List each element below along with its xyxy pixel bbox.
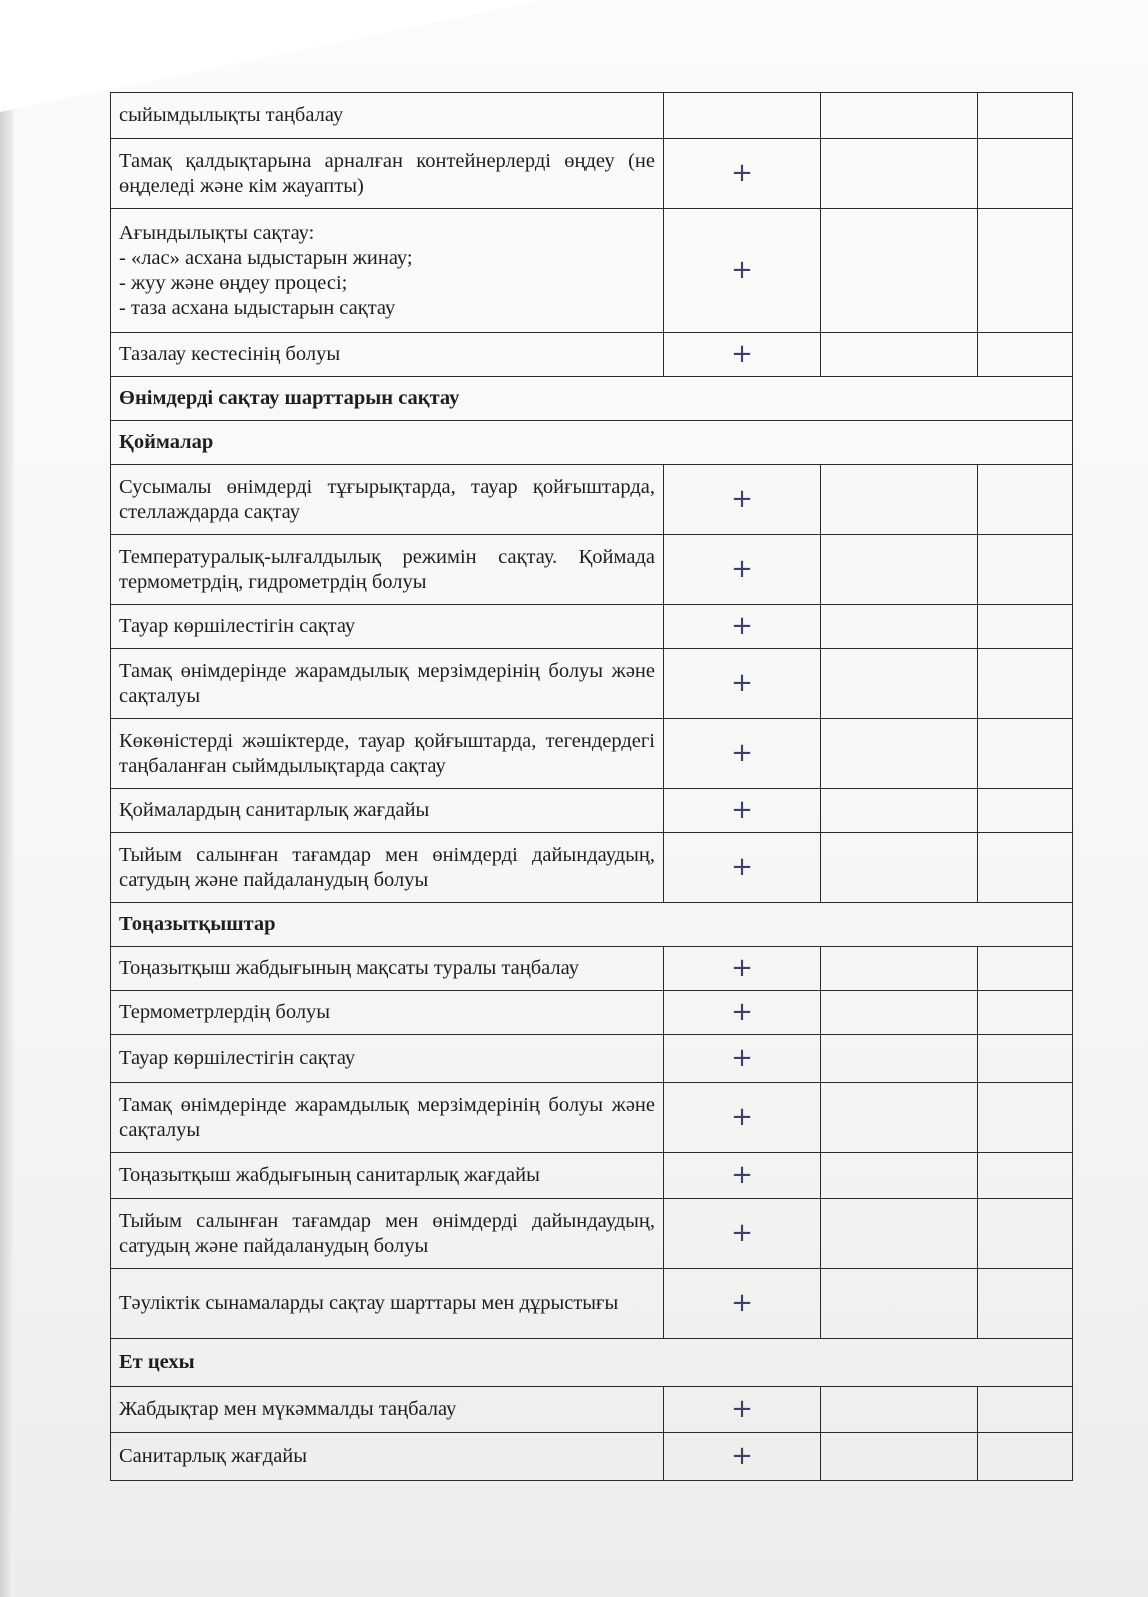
table-row (111, 93, 1073, 139)
blank-cell (821, 1153, 978, 1199)
table-row (111, 991, 1073, 1035)
blank-cell (978, 991, 1073, 1035)
blank-cell (978, 1035, 1073, 1083)
blank-cell (821, 719, 978, 789)
blank-cell (821, 535, 978, 605)
compliance-mark: + (664, 209, 821, 333)
table-row (111, 1153, 1073, 1199)
blank-cell (978, 139, 1073, 209)
blank-cell (821, 1387, 978, 1433)
blank-cell (821, 209, 978, 333)
blank-cell (821, 1433, 978, 1481)
table-row (111, 1269, 1073, 1339)
criterion-label: Сусымалы өнімдерді тұғырықтарда, тауар қойғыштарда, стеллаждарда сақтау (111, 465, 664, 535)
blank-cell (978, 1153, 1073, 1199)
criterion-label: Температуралық-ылғалдылық режимін сақтау. Қоймада термометрдің, гидрометрдің болуы (111, 535, 664, 605)
blank-cell (978, 649, 1073, 719)
blank-cell (978, 947, 1073, 991)
blank-cell (821, 465, 978, 535)
table-row (111, 333, 1073, 377)
compliance-mark: + (664, 649, 821, 719)
blank-cell (978, 1269, 1073, 1339)
blank-cell (821, 605, 978, 649)
criterion-label: Тамақ өнімдерінде жарамдылық мерзімдерінің болуы және сақталуы (111, 649, 664, 719)
criterion-label: Тәуліктік сынамаларды сақтау шарттары мен дұрыстығы (111, 1269, 664, 1339)
blank-cell (978, 719, 1073, 789)
compliance-mark: + (664, 719, 821, 789)
compliance-mark: + (664, 1433, 821, 1481)
criterion-label: Жабдықтар мен мүкәммалды таңбалау (111, 1387, 664, 1433)
compliance-mark: + (664, 465, 821, 535)
blank-cell (821, 833, 978, 903)
criterion-label: Қоймалардың санитарлық жағдайы (111, 789, 664, 833)
compliance-mark: + (664, 1387, 821, 1433)
criterion-label: Санитарлық жағдайы (111, 1433, 664, 1481)
blank-cell (821, 1269, 978, 1339)
compliance-mark: + (664, 605, 821, 649)
table-row (111, 209, 1073, 333)
criterion-label: Көкөністерді жәшіктерде, тауар қойғыштарда, тегендердегі таңбаланған сыймдылықтарда сақтау (111, 719, 664, 789)
inspection-checklist-table (110, 92, 1073, 1481)
blank-cell (978, 535, 1073, 605)
blank-cell (978, 209, 1073, 333)
section-row (111, 377, 1073, 421)
table-row (111, 535, 1073, 605)
criterion-label: Тауар көршілестігін сақтау (111, 605, 664, 649)
blank-cell (978, 605, 1073, 649)
section-row (111, 1339, 1073, 1387)
table-row (111, 649, 1073, 719)
criterion-label: Термометрлердің болуы (111, 991, 664, 1035)
table-row (111, 1083, 1073, 1153)
compliance-mark: + (664, 139, 821, 209)
blank-cell (821, 139, 978, 209)
table-row (111, 605, 1073, 649)
criterion-label: сыйымдылықты таңбалау (111, 93, 664, 139)
criterion-label: Тыйым салынған тағамдар мен өнімдерді дайындаудың, сатудың және пайдаланудың болуы (111, 1199, 664, 1269)
criterion-label: Тамақ өнімдерінде жарамдылық мерзімдерінің болуы және сақталуы (111, 1083, 664, 1153)
criterion-label: Тоңазытқыш жабдығының мақсаты туралы таңбалау (111, 947, 664, 991)
blank-cell (821, 1199, 978, 1269)
section-heading: Өнімдерді сақтау шарттарын сақтау (111, 377, 1073, 421)
blank-cell (821, 93, 978, 139)
blank-cell (978, 1433, 1073, 1481)
table-row (111, 1433, 1073, 1481)
compliance-mark: + (664, 1199, 821, 1269)
blank-cell (821, 1083, 978, 1153)
blank-cell (821, 1035, 978, 1083)
blank-cell (821, 789, 978, 833)
section-heading: Қоймалар (111, 421, 1073, 465)
blank-cell (821, 649, 978, 719)
table-row (111, 1387, 1073, 1433)
table-row (111, 465, 1073, 535)
section-heading: Ет цехы (111, 1339, 1073, 1387)
blank-cell (978, 833, 1073, 903)
criterion-label: Тыйым салынған тағамдар мен өнімдерді дайындаудың, сатудың және пайдаланудың болуы (111, 833, 664, 903)
section-row (111, 421, 1073, 465)
blank-cell (978, 1387, 1073, 1433)
compliance-mark (664, 93, 821, 139)
table-row (111, 1035, 1073, 1083)
criterion-label: Ағындылықты сақтау: - «лас» асхана ыдыстарын жинау; - жуу және өңдеу процесі; - таза асхана ыдыстарын сақтау (111, 209, 664, 333)
blank-cell (821, 947, 978, 991)
blank-cell (978, 333, 1073, 377)
compliance-mark: + (664, 833, 821, 903)
compliance-mark: + (664, 991, 821, 1035)
blank-cell (821, 991, 978, 1035)
table-row (111, 719, 1073, 789)
criterion-label: Тамақ қалдықтарына арналған контейнерлерді өңдеу (не өңделеді және кім жауапты) (111, 139, 664, 209)
compliance-mark: + (664, 947, 821, 991)
compliance-mark: + (664, 1153, 821, 1199)
page-edge-shadow (0, 100, 14, 1597)
table-row (111, 789, 1073, 833)
table-row (111, 1199, 1073, 1269)
criterion-label: Тазалау кестесінің болуы (111, 333, 664, 377)
blank-cell (978, 465, 1073, 535)
table-row (111, 139, 1073, 209)
blank-cell (978, 1083, 1073, 1153)
blank-cell (978, 789, 1073, 833)
section-heading: Тоңазытқыштар (111, 903, 1073, 947)
blank-cell (978, 1199, 1073, 1269)
section-row (111, 903, 1073, 947)
compliance-mark: + (664, 1083, 821, 1153)
criterion-label: Тоңазытқыш жабдығының санитарлық жағдайы (111, 1153, 664, 1199)
blank-cell (978, 93, 1073, 139)
table-row (111, 833, 1073, 903)
compliance-mark: + (664, 535, 821, 605)
criterion-label: Тауар көршілестігін сақтау (111, 1035, 664, 1083)
blank-cell (821, 333, 978, 377)
table-row (111, 947, 1073, 991)
compliance-mark: + (664, 333, 821, 377)
compliance-mark: + (664, 789, 821, 833)
compliance-mark: + (664, 1269, 821, 1339)
compliance-mark: + (664, 1035, 821, 1083)
